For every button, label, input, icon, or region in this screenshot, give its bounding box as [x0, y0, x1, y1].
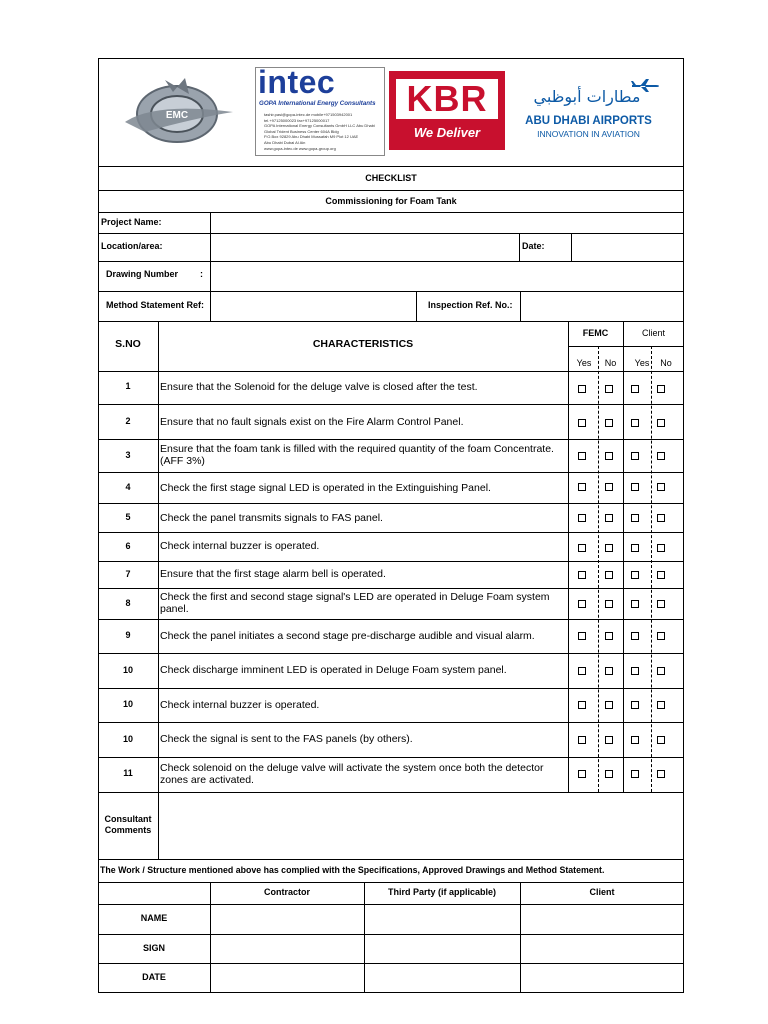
femc-yes-checkbox[interactable] [578, 736, 586, 744]
row-sno: 1 [125, 381, 131, 391]
contractor-header: Contractor [263, 887, 310, 897]
intec-line-6: Abu Dhabi Dubai Al Ain [264, 139, 306, 145]
femc-no-checkbox[interactable] [605, 452, 613, 460]
sign-row-label: SIGN [142, 943, 165, 953]
kbr-title: KBR [406, 78, 488, 119]
client-yes-checkbox[interactable] [631, 571, 639, 579]
svg-text:EMC: EMC [165, 110, 189, 121]
row-sno: 7 [125, 569, 131, 579]
row-sno: 8 [125, 598, 131, 608]
row-characteristic: Check the signal is sent to the FAS panels (by others). [160, 733, 413, 745]
client-yes-checkbox[interactable] [631, 419, 639, 427]
kbr-logo [389, 71, 505, 150]
femc-yes-checkbox[interactable] [578, 483, 586, 491]
row-characteristic: Check the first and second stage signal's LED are operated in Deluge Foam system panel. [160, 591, 550, 615]
client-yes-checkbox[interactable] [631, 514, 639, 522]
contractor-sign-field[interactable] [211, 935, 363, 963]
femc-no-checkbox[interactable] [605, 385, 613, 393]
client-no-checkbox[interactable] [657, 514, 665, 522]
client-no-checkbox[interactable] [657, 701, 665, 709]
intec-line-5: P.O.Box 92829 Abu Dhabi Mussafah M9 Plot 12 UAE [264, 134, 359, 140]
femc-yes-checkbox[interactable] [578, 600, 586, 608]
client-yes-checkbox[interactable] [631, 736, 639, 744]
client-yes-checkbox[interactable] [631, 483, 639, 491]
inspection-ref-field[interactable] [521, 292, 683, 321]
client-name-field[interactable] [521, 905, 683, 934]
row-sno: 2 [125, 416, 131, 426]
client-no-checkbox[interactable] [657, 667, 665, 675]
client-no-checkbox[interactable] [657, 385, 665, 393]
femc-no-checkbox[interactable] [605, 483, 613, 491]
airports-tagline: INNOVATION IN AVIATION [537, 129, 640, 139]
femc-yes-checkbox[interactable] [578, 419, 586, 427]
row-sno: 3 [125, 450, 131, 460]
femc-no-checkbox[interactable] [605, 770, 613, 778]
client-no-header: No [660, 358, 672, 368]
project-name-label: Project Name: [101, 217, 162, 227]
contractor-name-field[interactable] [211, 905, 363, 934]
femc-yes-header: Yes [576, 358, 592, 368]
row-sno: 5 [125, 512, 131, 522]
client-no-checkbox[interactable] [657, 544, 665, 552]
airports-title: ABU DHABI AIRPORTS [525, 115, 652, 127]
row-characteristic: Check the first stage signal LED is operated in the Extinguishing Panel. [160, 482, 491, 494]
client-no-checkbox[interactable] [657, 452, 665, 460]
intec-line-4: Global Trident Business Center 604A Bldg [264, 128, 339, 134]
airports-arabic: مطارات أبوظبي [533, 87, 641, 106]
client-yes-checkbox[interactable] [631, 701, 639, 709]
checklist-subtitle: Commissioning for Foam Tank [325, 196, 457, 206]
femc-yes-checkbox[interactable] [578, 667, 586, 675]
femc-yes-checkbox[interactable] [578, 514, 586, 522]
row-characteristic: Ensure that the Solenoid for the deluge valve is closed after the test. [160, 381, 478, 393]
client-yes-checkbox[interactable] [631, 770, 639, 778]
project-name-field[interactable] [211, 213, 683, 233]
row-characteristic: Check internal buzzer is operated. [160, 699, 320, 711]
third-party-name-field[interactable] [365, 905, 519, 934]
client-no-checkbox[interactable] [657, 483, 665, 491]
femc-no-checkbox[interactable] [605, 736, 613, 744]
intec-subtitle: GOPA International Energy Consultants [259, 100, 376, 107]
client-no-checkbox[interactable] [657, 770, 665, 778]
client-no-checkbox[interactable] [657, 571, 665, 579]
femc-yes-checkbox[interactable] [578, 544, 586, 552]
femc-no-checkbox[interactable] [605, 419, 613, 427]
femc-no-checkbox[interactable] [605, 600, 613, 608]
femc-yes-checkbox[interactable] [578, 770, 586, 778]
row-characteristic: Check internal buzzer is operated. [160, 540, 320, 552]
contractor-date-field[interactable] [211, 964, 363, 992]
row-sno: 11 [123, 768, 133, 778]
intec-line-1: tashir.pasi@gopa-intec.de mobile+971503942001 [264, 112, 353, 117]
emc-logo [115, 72, 240, 152]
drawing-number-label: Drawing Number [106, 269, 179, 279]
intec-line-7: www.gopa-intec.de www.gopa-group.org [264, 145, 336, 151]
name-row-label: NAME [140, 913, 168, 923]
row-sno: 9 [125, 630, 131, 640]
row-characteristic: Ensure that no fault signals exist on the Fire Alarm Control Panel. [160, 416, 464, 428]
client-header: Client [641, 328, 665, 338]
consultant-comments-field[interactable] [159, 793, 683, 859]
row-characteristic: Check discharge imminent LED is operated in Deluge Foam system panel. [160, 664, 507, 676]
intec-logo [255, 64, 385, 156]
client-yes-checkbox[interactable] [631, 632, 639, 640]
femc-yes-checkbox[interactable] [578, 632, 586, 640]
client-signoff-header: Client [589, 887, 615, 897]
femc-yes-checkbox[interactable] [578, 571, 586, 579]
femc-no-checkbox[interactable] [605, 544, 613, 552]
date-label: Date: [522, 241, 545, 251]
client-no-checkbox[interactable] [657, 600, 665, 608]
date-field[interactable] [572, 234, 683, 261]
row-sno: 10 [122, 665, 133, 675]
drawing-number-field[interactable] [211, 262, 683, 291]
row-sno: 4 [125, 482, 131, 492]
client-date-field[interactable] [521, 964, 683, 992]
femc-header: FEMC [582, 328, 609, 338]
abu-dhabi-airports-logo [512, 73, 665, 147]
femc-no-checkbox[interactable] [605, 701, 613, 709]
row-sno: 10 [122, 699, 133, 709]
client-yes-checkbox[interactable] [631, 544, 639, 552]
client-no-checkbox[interactable] [657, 632, 665, 640]
location-field[interactable] [211, 234, 518, 261]
inspection-ref-label: Inspection Ref. No.: [428, 300, 513, 310]
client-no-checkbox[interactable] [657, 419, 665, 427]
row-characteristic: Ensure that the first stage alarm bell is operated. [160, 568, 386, 580]
client-yes-checkbox[interactable] [631, 452, 639, 460]
femc-yes-checkbox[interactable] [578, 701, 586, 709]
consultant-comments-label: Consultant Comments [104, 814, 152, 835]
client-no-checkbox[interactable] [657, 736, 665, 744]
client-yes-header: Yes [634, 358, 650, 368]
femc-yes-checkbox[interactable] [578, 452, 586, 460]
drawing-number-colon: : [200, 269, 203, 279]
intec-line-3: GOPA International Energy Consultants GmbH LLC Abu Dhabi [264, 123, 375, 129]
kbr-tagline: We Deliver [413, 125, 481, 140]
femc-no-checkbox[interactable] [605, 571, 613, 579]
method-statement-label: Method Statement Ref: [106, 300, 205, 310]
third-party-sign-field[interactable] [365, 935, 519, 963]
client-yes-checkbox[interactable] [631, 600, 639, 608]
client-yes-checkbox[interactable] [631, 385, 639, 393]
femc-no-checkbox[interactable] [605, 514, 613, 522]
date-row-label: DATE [142, 972, 166, 982]
femc-yes-checkbox[interactable] [578, 385, 586, 393]
third-party-header: Third Party (if applicable) [387, 887, 497, 897]
row-characteristic: Check the panel transmits signals to FAS panel. [160, 512, 383, 524]
femc-no-header: No [604, 358, 617, 368]
client-yes-checkbox[interactable] [631, 667, 639, 675]
method-statement-field[interactable] [211, 292, 415, 321]
femc-no-checkbox[interactable] [605, 632, 613, 640]
client-sign-field[interactable] [521, 935, 683, 963]
row-sno: 6 [125, 541, 131, 551]
row-characteristic: Check solenoid on the deluge valve will activate the system once both the detector zones are activated. [160, 762, 544, 786]
intec-line-2: tel.+97125000023 fax+97125000017 [264, 117, 330, 123]
femc-no-checkbox[interactable] [605, 667, 613, 675]
checklist-title: CHECKLIST [365, 173, 417, 183]
row-characteristic: Check the panel initiates a second stage pre-discharge audible and visual alarm. [160, 630, 535, 642]
third-party-date-field[interactable] [365, 964, 519, 992]
intec-title: intec [258, 64, 336, 100]
location-label: Location/area: [101, 241, 163, 251]
characteristics-header: CHARACTERISTICS [312, 338, 414, 350]
compliance-statement: The Work / Structure mentioned above has complied with the Specifications, Approved Drawings and Method Statement. [100, 865, 605, 875]
row-sno: 10 [122, 734, 133, 744]
sno-header: S.NO [115, 338, 141, 350]
row-characteristic: Ensure that the foam tank is filled with the required quantity of the foam Concentrate.(AFF 3%) [160, 443, 554, 467]
